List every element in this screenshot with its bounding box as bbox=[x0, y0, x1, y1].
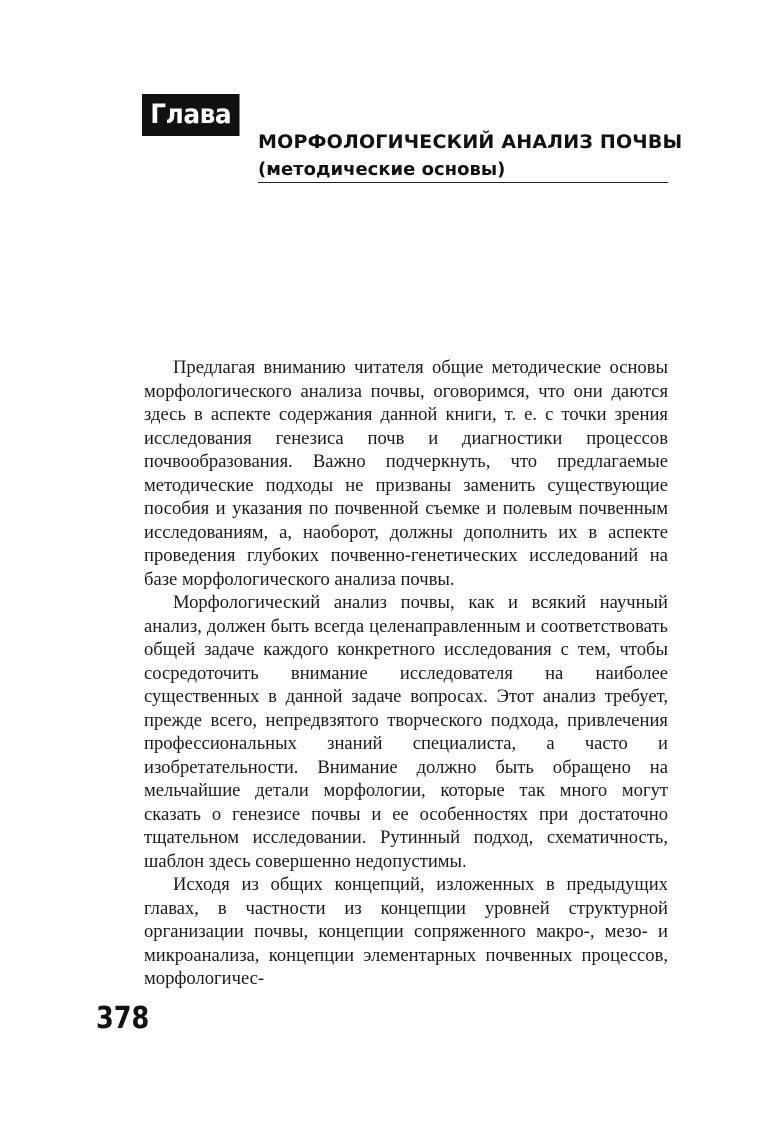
paragraph-3: Исходя из общих концепций, изложенных в предыдущих главах, в частности из концепции уровней структурной организации почвы, концепции сопряженного макро-, мезо- и микроанализа, концепции элементарных почвенных процессов, морфологичес- bbox=[144, 874, 668, 989]
chapter-title: МОРФОЛОГИЧЕСКИЙ АНАЛИЗ ПОЧВЫ bbox=[258, 131, 683, 153]
chapter-subtitle: (методические основы) bbox=[258, 159, 506, 180]
body-text bbox=[144, 356, 668, 991]
paragraph-2: Морфологический анализ почвы, как и всякий научный анализ, должен быть всегда целенаправленным и соответствовать общей задаче каждого конкретного исследования с тем, чтобы сосредоточить внимание исследователя на наиболее существенных в данной задаче вопросах. Этот анализ требует, прежде всего, непредвзятого творческого подхода, привлечения профессиональных знаний специалиста, а часто и изобретательности. Внимание должно быть обращено на мельчайшие детали морфологии, которые так много могут сказать о генезисе почвы и ее особенностях при достаточно тщательном исследовании. Рутинный подход, схематичность, шаблон здесь совершенно недопустимы. bbox=[144, 592, 668, 872]
title-underline bbox=[258, 182, 668, 183]
paragraph-1: Предлагая вниманию читателя общие методические основы морфологического анализа почвы, оговоримся, что они даются здесь в аспекте содержания данной книги, т. е. с точки зрения исследования генезиса почв и диагностики процессов почвообразования. Важно подчеркнуть, что предлагаемые методические подходы не призваны заменить существующие пособия и указания по почвенной съемке и полевым почвенным исследованиям, а, наоборот, должны дополнить их в аспекте проведения глубоких почвенно-генетических исследований на базе морфологического анализа почвы. bbox=[144, 357, 668, 590]
chapter-label: Глава IX bbox=[142, 94, 240, 136]
page-number: 378 bbox=[96, 1001, 150, 1036]
